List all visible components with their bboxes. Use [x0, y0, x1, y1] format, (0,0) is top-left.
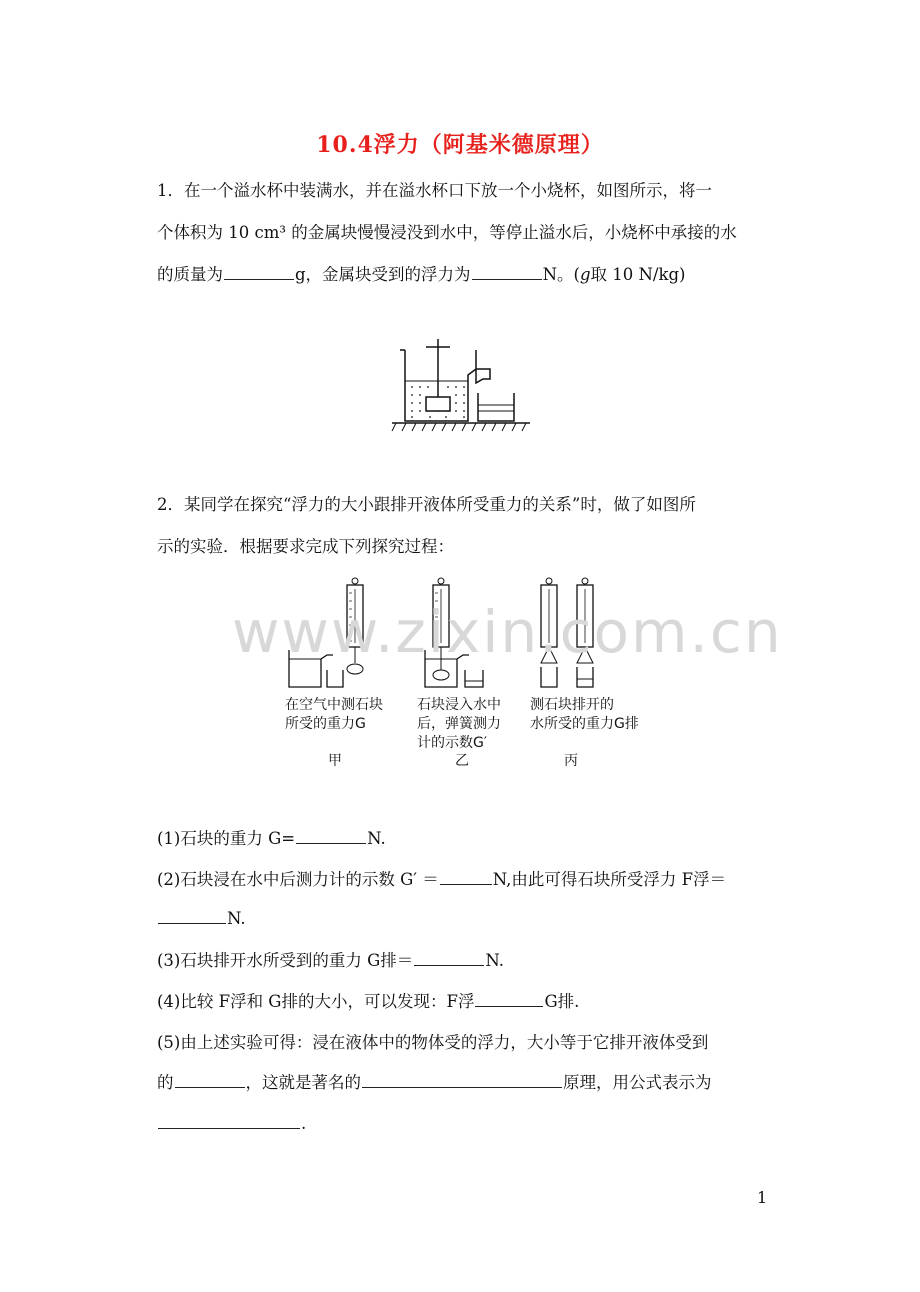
q1-line-1: 1．在一个溢水杯中装满水，并在溢水杯口下放一个小烧杯，如图所示，将一	[157, 181, 712, 200]
q2-sub-2-text-c: N.	[227, 909, 246, 928]
q2-sub-3-text-a: (3)石块排开水所受到的重力 G排＝	[157, 951, 414, 970]
q2-sub-3-text-b: N.	[485, 951, 504, 970]
label-yi: 乙	[455, 753, 469, 769]
q2-sub-1-end: N.	[367, 829, 386, 848]
q1-blank-mass[interactable]	[224, 264, 294, 280]
q1-line-2: 个体积为 10 cm³ 的金属块慢慢浸没到水中，等停止溢水后，小烧杯中承接的水	[157, 223, 737, 242]
caption-bing	[530, 696, 639, 734]
caption-jia-line-2: 所受的重力G	[285, 716, 366, 732]
overflow-cup-figure	[390, 335, 540, 437]
caption-bing-line-2: 水所受的重力G排	[530, 716, 639, 732]
q2-sub-5-cont	[157, 1072, 712, 1094]
q2-sub-2-text-b: N,由此可得石块所受浮力 F浮＝	[492, 870, 727, 889]
q2-blank-4[interactable]	[475, 991, 543, 1007]
q2-blank-5a[interactable]	[175, 1072, 245, 1088]
q2-blank-1[interactable]	[296, 828, 366, 844]
q1-line-3	[157, 264, 685, 286]
q1-text-a: 的质量为	[157, 265, 223, 284]
q1-text-e: 取 10 N/kg)	[590, 265, 686, 284]
q2-sub-4	[157, 991, 579, 1013]
watermark: www.zixin.com.cn	[232, 598, 783, 666]
q1-text-g: g	[579, 265, 591, 284]
caption-yi-line-1: 石块浸入水中	[417, 697, 501, 713]
q2-line-1: 2．某同学在探究“浮力的大小跟排开液体所受重力的关系”时，做了如图所	[157, 495, 696, 514]
q2-sub-2	[157, 869, 726, 891]
q2-blank-2b[interactable]	[158, 908, 226, 924]
q2-sub-1-text: (1)石块的重力 G=	[157, 829, 296, 848]
page-title: 10.4浮力（阿基米德原理）	[316, 132, 604, 158]
label-bing: 丙	[564, 753, 578, 769]
q2-blank-5c[interactable]	[158, 1113, 300, 1129]
q2-sub-4-text-a: (4)比较 F浮和 G排的大小，可以发现：F浮	[157, 992, 475, 1011]
caption-jia	[285, 696, 383, 734]
label-jia: 甲	[328, 753, 342, 769]
q1-text-b: g，金属块受到的浮力为	[295, 265, 471, 284]
q2-sub-3	[157, 950, 504, 972]
page-number: 1	[757, 1188, 768, 1207]
q2-sub-2-cont	[157, 908, 246, 930]
q2-sub-2-text-a: (2)石块浸在水中后测力计的示数 G′ ＝	[157, 870, 439, 889]
caption-yi	[417, 696, 501, 753]
q1-text-c: N。(	[542, 265, 580, 284]
q2-sub-5-text-e: .	[301, 1114, 307, 1133]
caption-jia-line-1: 在空气中测石块	[285, 697, 383, 713]
q2-blank-3[interactable]	[414, 950, 484, 966]
q2-sub-5-text-c: ，这就是著名的	[245, 1073, 361, 1092]
caption-bing-line-1: 测石块排开的	[530, 697, 614, 713]
q2-sub-5: (5)由上述实验可得：浸在液体中的物体受的浮力，大小等于它排开液体受到	[157, 1033, 709, 1052]
caption-yi-line-2: 后，弹簧测力	[417, 716, 501, 732]
q2-blank-2a[interactable]	[440, 869, 492, 885]
q2-line-2: 示的实验．根据要求完成下列探究过程：	[157, 537, 454, 556]
q2-sub-4-text-b: G排.	[544, 992, 580, 1011]
caption-yi-line-3: 计的示数G′	[417, 735, 488, 751]
q2-blank-5b[interactable]	[362, 1072, 562, 1088]
q2-sub-5-text-d: 原理，用公式表示为	[563, 1073, 712, 1092]
q2-sub-1	[157, 828, 386, 850]
q2-sub-5-text-b: 的	[157, 1073, 174, 1092]
q1-blank-force[interactable]	[472, 264, 542, 280]
q2-sub-5-last	[157, 1113, 306, 1135]
